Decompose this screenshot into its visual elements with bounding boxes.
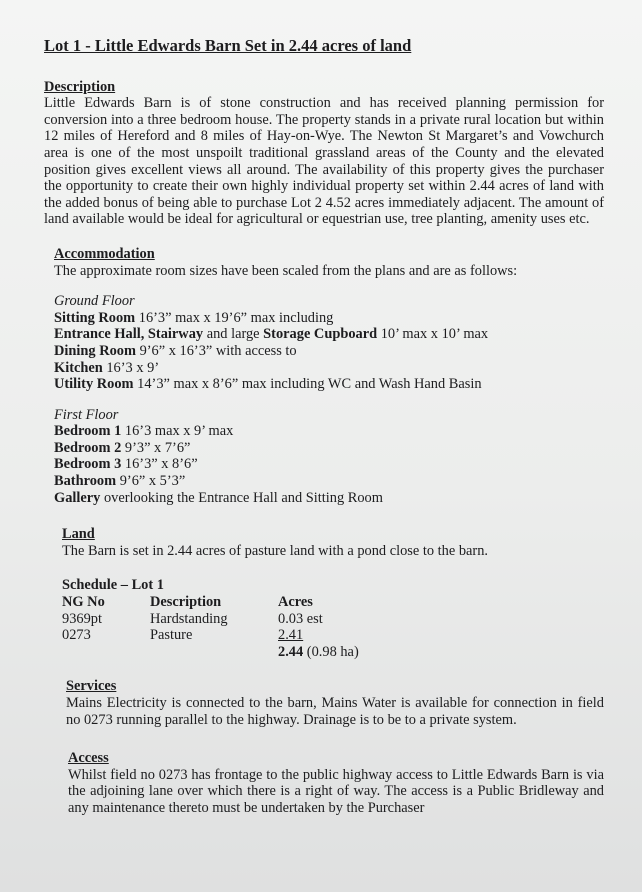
table-cell: 0273 — [62, 627, 91, 644]
table-cell-value: 2.41 — [278, 627, 304, 644]
room-line — [54, 456, 604, 473]
room-name: Gallery — [54, 489, 101, 506]
schedule-title: Schedule – Lot 1 — [62, 577, 164, 594]
room-detail: 10’ max x 10’ max — [377, 326, 489, 343]
room-detail: overlooking the Entrance Hall and Sitting Room — [100, 489, 383, 506]
room-line — [54, 490, 604, 507]
schedule-section — [44, 577, 604, 660]
room-detail: 9’3” x 7’6” — [121, 439, 191, 456]
room-name: Bedroom 3 — [54, 456, 122, 473]
room-line — [54, 376, 604, 393]
access-heading: Access — [68, 750, 109, 767]
table-row — [62, 627, 359, 644]
room-line — [54, 423, 604, 440]
room-line — [54, 310, 604, 327]
room-line — [54, 473, 604, 490]
room-detail: 16’3 x 9’ — [102, 359, 160, 376]
room-line — [54, 343, 604, 360]
room-name: Kitchen — [54, 359, 103, 376]
room-name: Sitting Room — [54, 309, 136, 326]
room-detail: 14’3” max x 8’6” max including WC and Wash Hand Basin — [133, 376, 482, 393]
room-name: Utility Room — [54, 376, 134, 393]
room-name: Entrance Hall, Stairway — [54, 326, 204, 343]
accommodation-heading: Accommodation — [54, 245, 155, 262]
room-name: Bathroom — [54, 473, 117, 490]
land-heading: Land — [62, 526, 95, 543]
table-total-row — [62, 644, 359, 661]
room-name: Storage Cupboard — [263, 326, 378, 343]
room-name: Dining Room — [54, 342, 136, 359]
total-acres: 2.44 — [278, 643, 304, 660]
room-detail: 16’3” x 8’6” — [121, 456, 198, 473]
accommodation-intro: The approximate room sizes have been scaled from the plans and are as follows: — [54, 262, 518, 279]
table-cell: 0.03 est — [278, 610, 323, 627]
services-section — [44, 678, 604, 728]
table-cell: Hardstanding — [150, 610, 228, 627]
services-heading: Services — [66, 678, 117, 695]
column-header: NG No — [62, 594, 105, 611]
first-floor-label: First Floor — [54, 406, 119, 423]
document-content — [44, 38, 604, 817]
land-text: The Barn is set in 2.44 acres of pasture land with a pond close to the barn. — [62, 542, 489, 559]
total-hectares: (0.98 ha) — [303, 643, 359, 660]
services-text: Mains Electricity is connected to the barn, Mains Water is available for connection in field no 0273 running parallel to the highway. Drainage is to be to a private system. — [66, 695, 604, 728]
table-cell: Pasture — [150, 627, 193, 644]
land-section — [44, 526, 604, 559]
room-name: Bedroom 1 — [54, 423, 122, 440]
description-section — [44, 79, 604, 228]
ground-floor-label: Ground Floor — [54, 293, 135, 310]
table-header-row — [62, 594, 359, 611]
page-title: Lot 1 - Little Edwards Barn Set in 2.44 acres of land — [44, 36, 412, 55]
room-detail: 9’6” x 16’3” with access to — [135, 342, 297, 359]
room-name: Bedroom 2 — [54, 439, 122, 456]
room-detail: 9’6” x 5’3” — [116, 473, 186, 490]
access-section — [44, 750, 604, 816]
accommodation-section — [44, 246, 604, 506]
column-header: Acres — [278, 594, 313, 611]
schedule-table — [62, 594, 359, 660]
room-detail: 16’3” max x 19’6” max including — [135, 309, 334, 326]
column-header: Description — [150, 594, 222, 611]
room-line — [54, 360, 604, 377]
table-cell — [278, 627, 359, 644]
room-detail: 16’3 max x 9’ max — [121, 423, 234, 440]
room-line — [54, 440, 604, 457]
room-detail: and large — [203, 326, 264, 343]
table-row — [62, 611, 359, 628]
description-text: Little Edwards Barn is of stone construction and has received planning permission for conversion into a three bedroom house. The property stands in a private rural location but within 12 miles of Hereford and 8 miles of Hay-on-Wye. The Newton St Margaret’s and Vowchurch area is one of the most unspoilt traditional grassland areas of the County and the elevated position gives excellent views all around. The availability of this property gives the purchaser the opportunity to create their own highly individual property set within 2.44 acres of land with the added bonus of being able to purchase Lot 2 4.52 acres immediately adjacent. The amount of land available would be ideal for agricultural or equestrian use, tree planting, amenity uses etc. — [44, 95, 604, 228]
access-text: Whilst field no 0273 has frontage to the public highway access to Little Edwards Barn is via the adjoining lane over which there is a right of way. The access is a Public Bridleway and any maintenance thereto must be undertaken by the Purchaser — [68, 766, 604, 816]
total-cell — [278, 644, 359, 661]
room-line — [54, 326, 604, 343]
table-cell: 9369pt — [62, 610, 102, 627]
description-heading: Description — [44, 78, 116, 95]
